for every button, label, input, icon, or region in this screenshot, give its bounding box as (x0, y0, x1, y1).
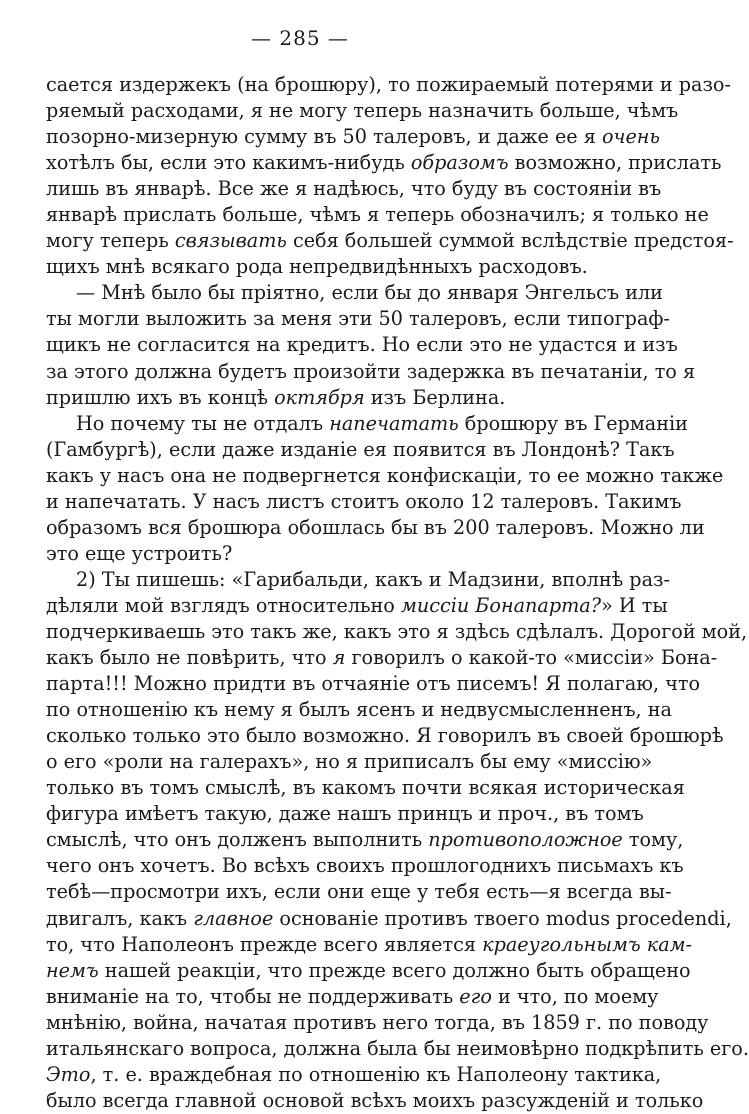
text-segment: подчеркиваешь это такъ же, какъ это я здѣсь сдѣлалъ. Дорогой мой, (46, 619, 748, 643)
text-segment: о его «роли на галерахъ», но я приписалъ бы ему «миссію» (46, 750, 653, 774)
italic-text: противоположное (428, 828, 623, 852)
text-line (46, 1062, 662, 1088)
text-line (46, 124, 660, 150)
text-segment: тому, (622, 828, 684, 852)
text-segment: » И ты (601, 593, 668, 617)
text-segment: себя большей суммой вслѣдствіе предстоя- (286, 229, 734, 253)
text-segment: изъ Берлина. (364, 385, 506, 409)
italic-text: миссіи Бонапарта? (400, 593, 602, 617)
text-line (46, 879, 672, 905)
text-line (46, 489, 682, 515)
text-line (46, 801, 644, 827)
text-line (46, 202, 709, 228)
text-segment: то, что Наполеонъ прежде всего является (46, 932, 483, 956)
text-segment: фигура имѣетъ такую, даже нашъ принцъ и проч., въ томъ (46, 802, 644, 826)
text-line (46, 932, 693, 958)
italic-text: образомъ (410, 151, 509, 175)
text-segment: Но почему ты не отдалъ (76, 411, 330, 435)
text-segment: это еще устроить? (46, 541, 233, 565)
text-segment: пришлю ихъ въ концѣ (46, 385, 275, 409)
text-line (46, 254, 588, 280)
text-segment: позорно-мизерную сумму въ 50 талеровъ, и даже ее я (46, 125, 602, 149)
text-line (46, 775, 685, 801)
text-line (46, 332, 678, 358)
text-line (46, 359, 696, 385)
text-segment: и напечатать. У насъ листъ стоитъ около 12 талеровъ. Такимъ (46, 489, 682, 513)
text-line (46, 749, 653, 775)
text-segment: сается издержекъ (на брошюру), то пожираемый потерями и разо- (46, 73, 731, 96)
text-line (46, 515, 705, 541)
text-segment: хотѣлъ бы, если это какимъ-нибудь (46, 151, 411, 175)
text-segment: и что, по моему (491, 984, 659, 1008)
text-segment: ряемый расходами, я не могу теперь назначить больше, чѣмъ (46, 99, 679, 123)
text-segment: смыслѣ, что онъ долженъ выполнить (46, 828, 429, 852)
text-line (46, 98, 679, 124)
text-segment: тебѣ—просмотри ихъ, если они еще у тебя есть—я всегда вы- (46, 880, 672, 904)
text-segment: парта!!! Можно придти въ отчаяніе отъ писемъ! Я полагаю, что (46, 672, 701, 696)
italic-text: очень (601, 125, 660, 149)
text-line (46, 541, 560, 567)
text-segment: какъ у насъ она не подвергнется конфискаціи, то ее можно также (46, 463, 724, 487)
text-line (46, 984, 659, 1010)
text-line (46, 697, 672, 723)
text-segment: какъ было не повѣрить, что (46, 646, 333, 670)
text-line (46, 853, 684, 879)
italic-text: связывать (174, 229, 287, 253)
text-line (46, 1010, 709, 1036)
text-segment: лишь въ январѣ. Все же я надѣюсь, что буду въ состояніи въ (46, 177, 662, 201)
text-segment: щикъ не согласится на кредитъ. Но если это не удастся и изъ (46, 333, 678, 357)
text-segment: могу теперь (46, 229, 175, 253)
italic-text: его (459, 984, 492, 1008)
text-segment: по отношенію къ нему я былъ ясенъ и недвусмысленнeнъ, на (46, 698, 672, 722)
text-line (46, 437, 675, 463)
text-segment: было всегда главной основой всѣхъ моихъ разсужденій и только (46, 1088, 704, 1112)
text-line (46, 723, 724, 749)
text-segment: дѣляли мой взглядъ относительно (46, 593, 401, 617)
text-line (46, 306, 670, 332)
text-line (46, 1036, 749, 1062)
text-line (46, 827, 684, 853)
text-line (46, 176, 662, 202)
text-line (46, 463, 724, 489)
text-line (46, 567, 670, 593)
italic-text: Это (46, 1062, 91, 1086)
text-line (46, 228, 734, 254)
italic-text: немъ (46, 958, 99, 982)
text-line (46, 385, 560, 411)
text-segment: (Гамбургѣ), если даже изданіе ея появится въ Лондонѣ? Такъ (46, 437, 675, 461)
text-line (46, 619, 748, 645)
text-segment: основаніе противъ твоего modus procedendi, (273, 906, 732, 930)
text-line (46, 280, 663, 306)
italic-text: напечатать (329, 411, 459, 435)
text-segment: — Мнѣ было бы пріятно, если бы до января Энгельсъ или (76, 281, 663, 305)
text-line (46, 958, 691, 984)
italic-text: я (332, 646, 346, 670)
text-line (46, 150, 722, 176)
text-segment: , т. е. враждебная по отношенію къ Наполеону тактика, (90, 1062, 662, 1086)
text-segment: нашей реакціи, что прежде всего должно быть обращено (98, 958, 691, 982)
text-segment: образомъ вся брошюра обошлась бы въ 200 талеровъ. Можно ли (46, 515, 705, 539)
text-segment: вниманіе на то, чтобы не поддерживать (46, 984, 460, 1008)
italic-text: главное (193, 906, 274, 930)
text-segment: брошюру въ Германіи (458, 411, 688, 435)
body-text (46, 72, 749, 1114)
text-segment: щихъ мнѣ всякаго рода непредвидѣнныхъ расходовъ. (46, 255, 588, 279)
text-segment: говорилъ о какой-то «миссіи» Бона- (345, 646, 718, 670)
text-segment: только въ томъ смыслѣ, въ какомъ почти всякая историческая (46, 776, 685, 800)
italic-text: октября (274, 385, 365, 409)
text-segment: чего онъ хочетъ. Во всѣхъ своихъ прошлогоднихъ письмахъ къ (46, 854, 684, 878)
text-line (46, 645, 718, 671)
text-segment: ты могли выложить за меня эти 50 талеровъ, если типограф- (46, 307, 670, 331)
text-segment: январѣ прислать больше, чѣмъ я теперь обозначилъ; я только не (46, 203, 709, 227)
text-segment: итальянскаго вопроса, должна была бы неимовѣрно подкрѣпить его. (46, 1036, 749, 1060)
text-segment: мнѣнію, война, начатая противъ него тогда, въ 1859 г. по поводу (46, 1010, 709, 1034)
italic-text: краеугольнымъ кам- (482, 932, 693, 956)
page-number: — 285 — (251, 26, 349, 50)
text-line (46, 593, 668, 619)
text-line (46, 1088, 704, 1114)
text-segment: сколько только это было возможно. Я говорилъ въ своей брошюрѣ (46, 724, 724, 748)
text-segment: двигалъ, какъ (46, 906, 194, 930)
text-segment: 2) Ты пишешь: «Гарибальди, какъ и Мадзини, вполнѣ раз- (76, 567, 670, 591)
text-segment: возможно, прислать (508, 151, 722, 175)
text-line (46, 906, 732, 932)
text-line (46, 411, 688, 437)
text-line (46, 72, 731, 98)
text-line (46, 671, 701, 697)
text-segment: за этого должна будетъ произойти задержка въ печатаніи, то я (46, 359, 696, 383)
